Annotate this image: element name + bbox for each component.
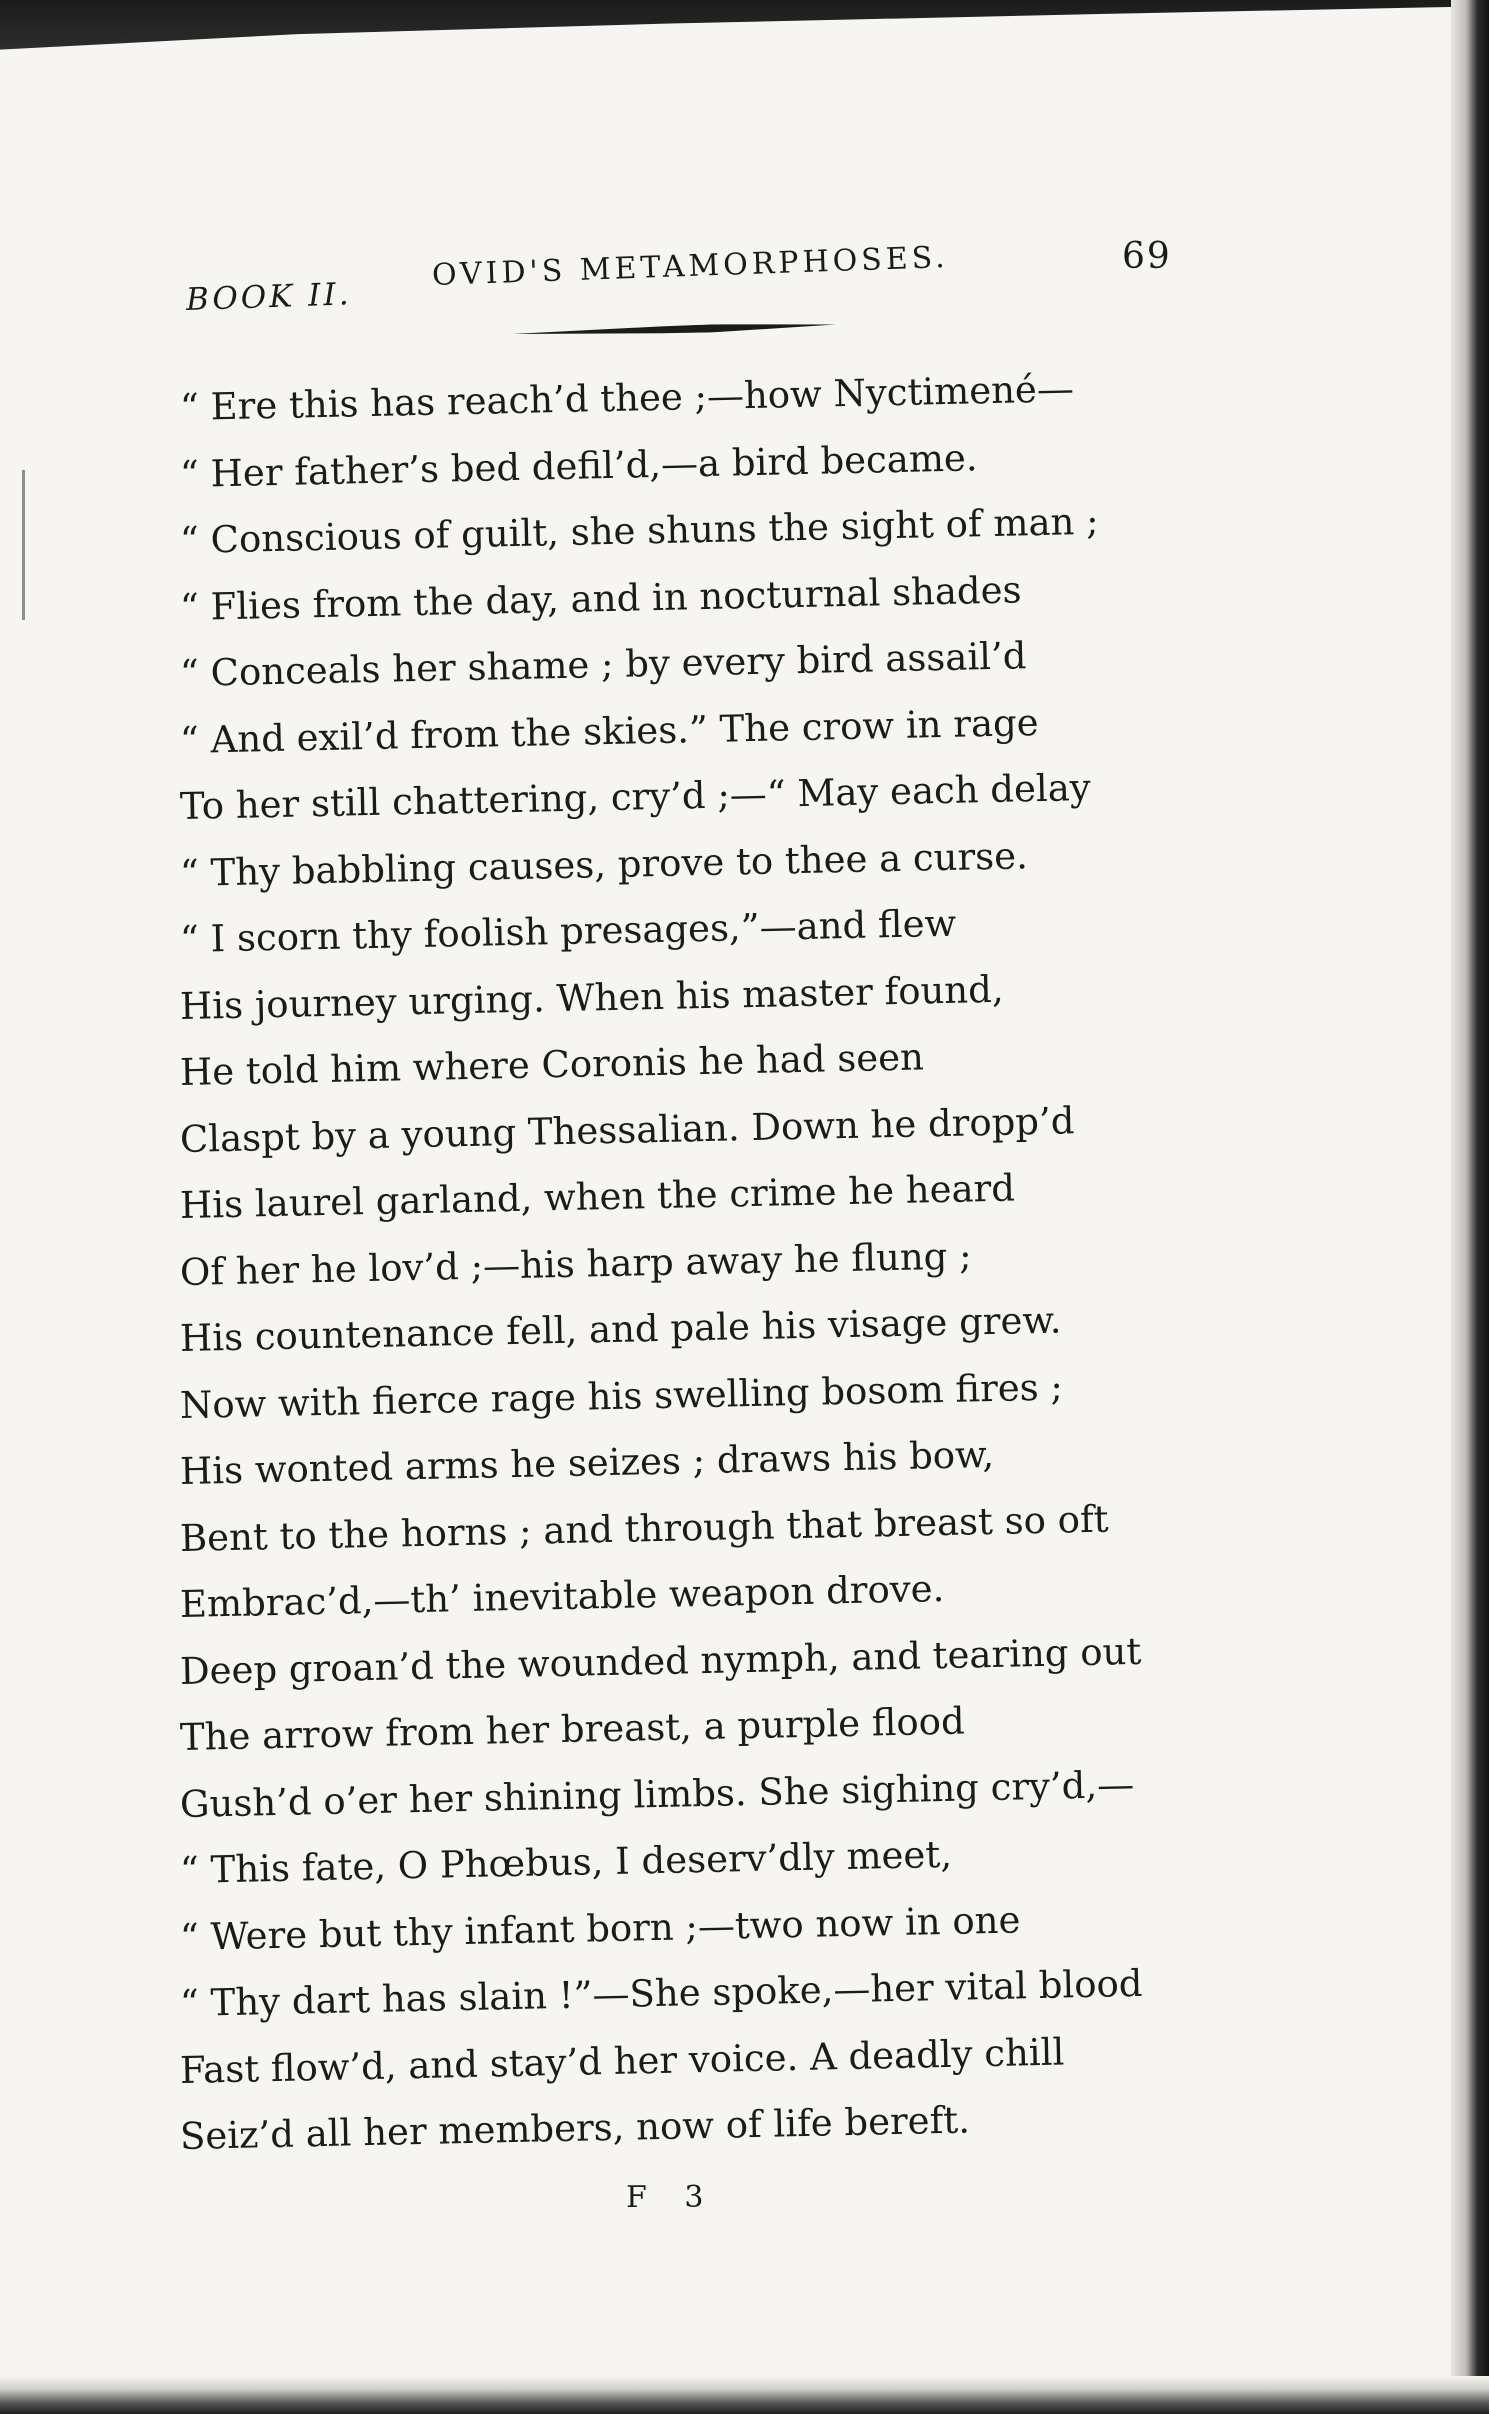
poem-line: His wonted arms he seizes ; draws his bow, <box>179 1432 995 1493</box>
scan-top-edge <box>0 0 1489 62</box>
poem-line: “ Thy babbling causes, prove to thee a curse. <box>179 833 1029 895</box>
poem-line: To her still chattering, cry’d ;—“ May each delay <box>179 765 1092 828</box>
header-rule <box>512 321 836 338</box>
poem-line: Fast flow’d, and stay’d her voice. A deadly chill <box>179 2029 1065 2092</box>
poem-line: Seiz’d all her members, now of life bereft. <box>179 2098 971 2158</box>
poem-line: “ Were but thy infant born ;—two now in one <box>179 1897 1021 1959</box>
poem-line: His journey urging. When his master found, <box>179 967 1005 1028</box>
poem-line: “ And exil’d from the skies.” The crow in rage <box>179 700 1040 762</box>
poem-line: Bent to the horns ; and through that breast so oft <box>179 1497 1109 1560</box>
poem-line: “ Conceals her shame ; by every bird assail’d <box>179 634 1027 695</box>
poem-line: “ Ere this has reach’d thee ;—how Nyctimené— <box>179 367 1075 429</box>
poem-line: The arrow from her breast, a purple flood <box>179 1699 966 1759</box>
margin-mark <box>22 470 25 620</box>
poem-line: Embrac’d,—th’ inevitable weapon drove. <box>179 1566 945 1626</box>
poem-line: Of her he lov’d ;—his harp away he flung ; <box>179 1233 973 1294</box>
poem-line: “ Her father’s bed defil’d,—a bird became. <box>179 435 979 496</box>
poem-line: “ Thy dart has slain !”—She spoke,—her vital blood <box>179 1961 1143 2025</box>
scan-binding-edge <box>1451 0 1489 2414</box>
poem-line: Deep groan’d the wounded nymph, and tearing out <box>179 1629 1142 1693</box>
book-label: BOOK II. <box>185 276 353 318</box>
poem-line: His laurel garland, when the crime he heard <box>179 1166 1016 1227</box>
poem-line: Gush’d o’er her shining limbs. She sighing cry’d,— <box>179 1762 1135 1826</box>
poem-text <box>179 367 1180 2171</box>
poem-line: Now with fierce rage his swelling bosom fires ; <box>179 1365 1064 1427</box>
poem-line: “ I scorn thy foolish presages,”—and flew <box>179 901 957 961</box>
running-title: OVID'S METAMORPHOSES. <box>431 239 950 293</box>
poem-line: “ Flies from the day, and in nocturnal shades <box>179 567 1022 629</box>
poem-line: “ Conscious of guilt, she shuns the sight of man ; <box>179 499 1099 562</box>
poem-line: He told him where Coronis he had seen <box>179 1035 925 1094</box>
poem-line: His countenance fell, and pale his visage grew. <box>179 1298 1062 1360</box>
poem-line: “ This fate, O Phœbus, I deserv’dly meet, <box>179 1832 953 1892</box>
page-number: 69 <box>1122 236 1172 277</box>
signature-mark: F 3 <box>626 2180 718 2215</box>
poem-line: Claspt by a young Thessalian. Down he dropp’d <box>179 1098 1075 1161</box>
scan-bottom-edge <box>0 2376 1489 2414</box>
